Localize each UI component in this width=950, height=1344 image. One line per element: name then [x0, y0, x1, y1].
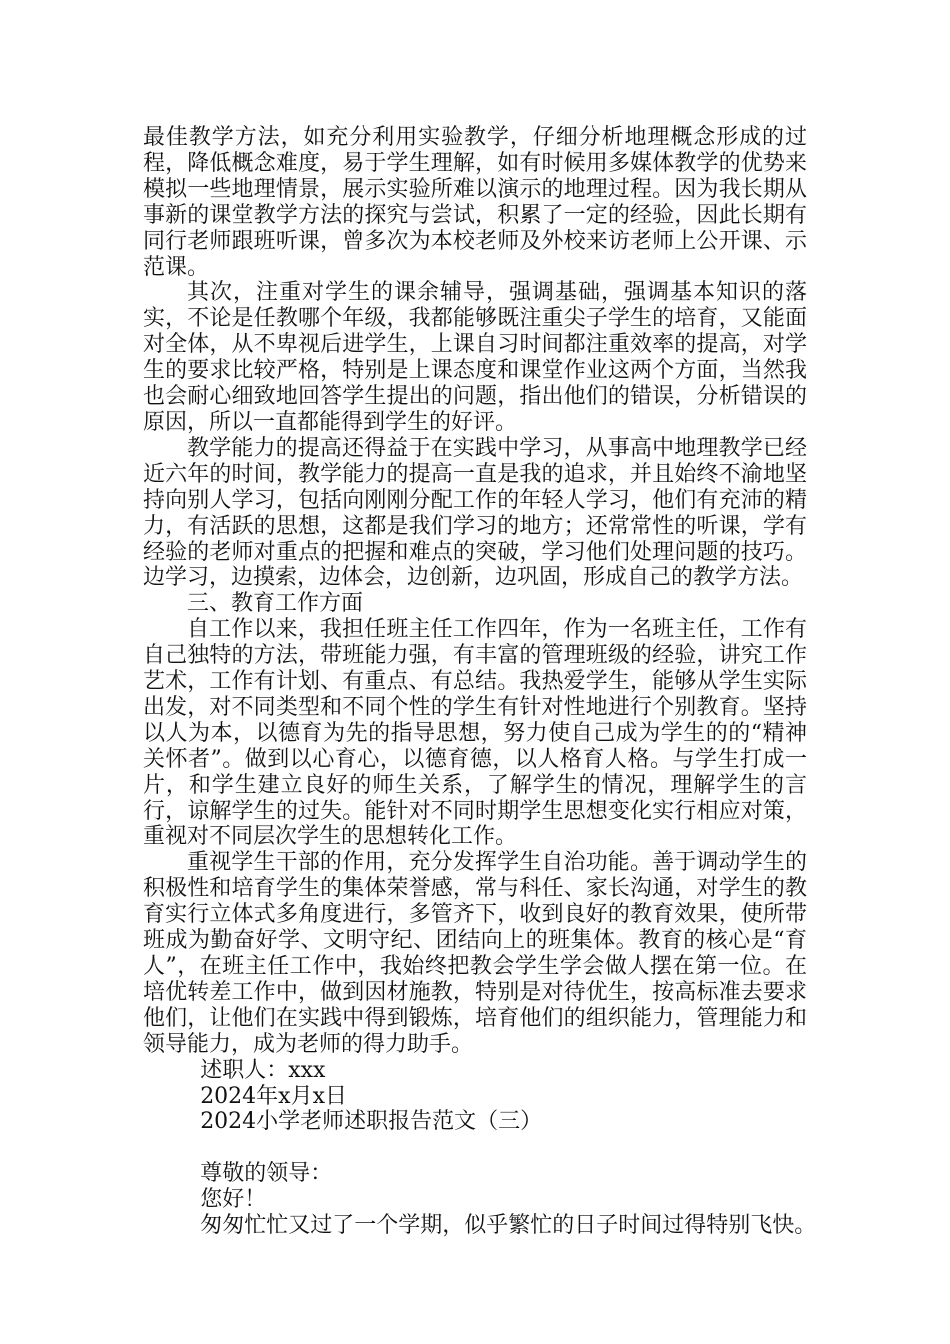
paragraph-head-teacher: 自工作以来，我担任班主任工作四年，作为一名班主任，工作有自己独特的方法，带班能力强，有丰富的管理班级的经验，讲究工作艺术，工作有计划、有重点、有总结。我热爱学生，能够从学生实际出发，对不同类型和不同个性的学生有针对性地进行个别教育。坚持以人为本，以德育为先的指导思想，努力使自己成为学生的的“精神关怀者”。做到以心育心，以德育德，以人格育人格。与学生打成一片，和学生建立良好的师生关系，了解学生的情况，理解学生的言行，谅解学生的过失。能针对不同时期学生思想变化实行相应对策，重视对不同层次学生的思想转化工作。: [143, 617, 807, 850]
hello-line: 您好！: [200, 1187, 267, 1213]
opening-line: 匆匆忙忙又过了一个学期，似乎繁忙的日子时间过得特别飞快。: [200, 1213, 817, 1239]
document-page: [143, 125, 817, 1239]
paragraph-tutoring: 其次，注重对学生的课余辅导，强调基础，强调基本知识的落实，不论是任教哪个年级，我都能够既注重尖子学生的培育，又能面对全体，从不卑视后进学生，上课自习时间都注重效率的提高，对学生的要求比较严格，特别是上课态度和课堂作业这两个方面，当然我也会耐心细致地回答学生提出的问题，指出他们的错误，分析错误的原因，所以一直都能得到学生的好评。: [143, 280, 807, 435]
date-line: 2024年x月x日: [200, 1083, 347, 1109]
next-report-title: 2024小学老师述职报告范文（三）: [200, 1109, 543, 1135]
section-heading-education-work: 三、教育工作方面: [187, 591, 364, 617]
paragraph-practice-learning: 教学能力的提高还得益于在实践中学习，从事高中地理教学已经近六年的时间，教学能力的提高一直是我的追求，并且始终不渝地坚持向别人学习，包括向刚刚分配工作的年轻人学习，他们有充沛的精力，有活跃的思想，这都是我们学习的地方；还常常性的听课，学有经验的老师对重点的把握和难点的突破，学习他们处理问题的技巧。边学习，边摸索，边体会，边创新，边巩固，形成自己的教学方法。: [143, 435, 807, 591]
paragraph-student-cadres: 重视学生干部的作用，充分发挥学生自治功能。善于调动学生的积极性和培育学生的集体荣誉感，常与科任、家长沟通，对学生的教育实行立体式多角度进行，多管齐下，收到良好的教育效果，使所带班成为勤奋好学、文明守纪、团结向上的班集体。教育的核心是“育人”，在班主任工作中，我始终把教会学生学会做人摆在第一位。在培优转差工作中，做到因材施教，特别是对待优生，按高标准去要求他们，让他们在实践中得到锻炼，培育他们的组织能力，管理能力和领导能力，成为老师的得力助手。: [143, 850, 807, 1057]
greeting-line: 尊敬的领导：: [200, 1161, 333, 1187]
signature-line: 述职人：xxx: [200, 1057, 326, 1083]
paragraph-teaching-methods: 最佳教学方法，如充分利用实验教学，仔细分析地理概念形成的过程，降低概念难度，易于学生理解，如有时候用多媒体教学的优势来模拟一些地理情景，展示实验所难以演示的地理过程。因为我长期从事新的课堂教学方法的探究与尝试，积累了一定的经验，因此长期有同行老师跟班听课，曾多次为本校老师及外校来访老师上公开课、示范课。: [143, 125, 807, 280]
blank-line: [143, 1135, 807, 1161]
